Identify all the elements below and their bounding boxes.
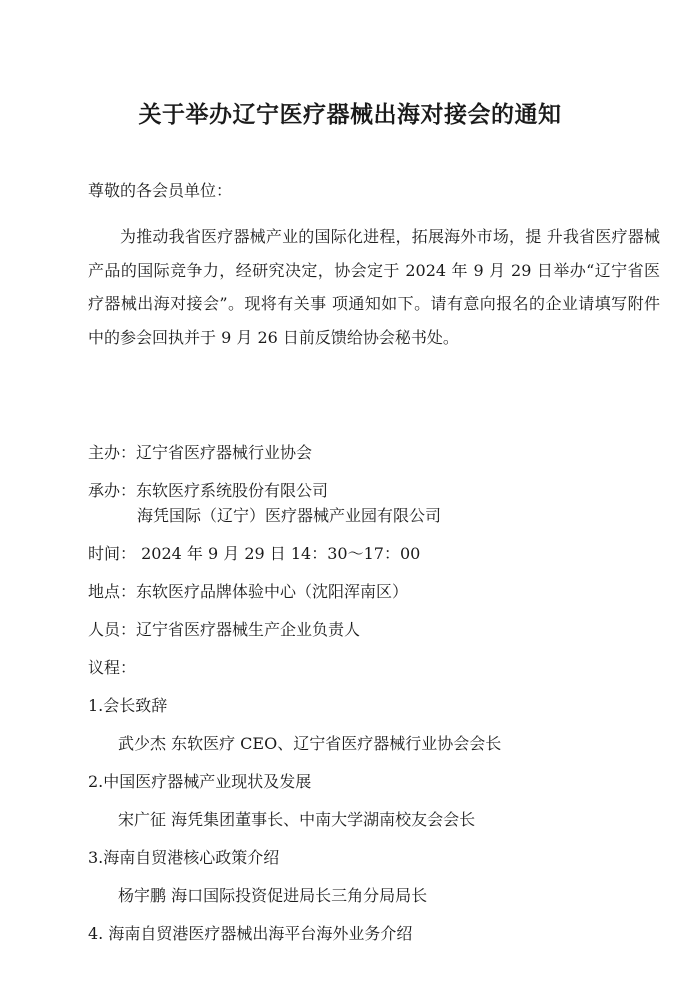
- agenda-item-title: 1.会长致辞: [88, 696, 168, 715]
- agenda-item-speaker: 宋广征 海凭集团董事长、中南大学湖南校友会会长: [118, 810, 476, 829]
- salutation: 尊敬的各会员单位：: [88, 181, 233, 200]
- agenda-label: 议程：: [88, 658, 137, 677]
- organizer-line-1: 承办：东软医疗系统股份有限公司: [88, 481, 329, 500]
- host-line: 主办：辽宁省医疗器械行业协会: [88, 443, 313, 462]
- agenda-item-speaker: 杨宇鹏 海口国际投资促进局长三角分局局长: [118, 886, 428, 905]
- intro-paragraph: 为推动我省医疗器械产业的国际化进程，拓展海外市场，提 升我省医疗器械产品的国际竞争力，经研究决定，协会定于 2024 年 9 月 29 日举办“辽宁省医疗器械出海对接会”。现将有关事 项通知如下。请有意向报名的企业请填写附件中的参会回执并于 9 月 26 日前反馈给协会秘书处。: [88, 227, 660, 347]
- document-title: 关于举办辽宁医疗器械出海对接会的通知: [138, 102, 562, 128]
- time-line: 时间： 2024 年 9 月 29 日 14：30～17：00: [88, 544, 421, 563]
- location-line: 地点：东软医疗品牌体验中心（沈阳浑南区）: [88, 582, 409, 601]
- agenda-item-title: 4. 海南自贸港医疗器械出海平台海外业务介绍: [88, 924, 413, 943]
- attendees-line: 人员：辽宁省医疗器械生产企业负责人: [88, 620, 361, 639]
- agenda-item-title: 3.海南自贸港核心政策介绍: [88, 848, 280, 867]
- agenda-item-speaker: 武少杰 东软医疗 CEO、辽宁省医疗器械行业协会会长: [118, 734, 502, 753]
- agenda-item-title: 2.中国医疗器械产业现状及发展: [88, 772, 312, 791]
- organizer-line-2: 海凭国际（辽宁）医疗器械产业园有限公司: [137, 506, 442, 525]
